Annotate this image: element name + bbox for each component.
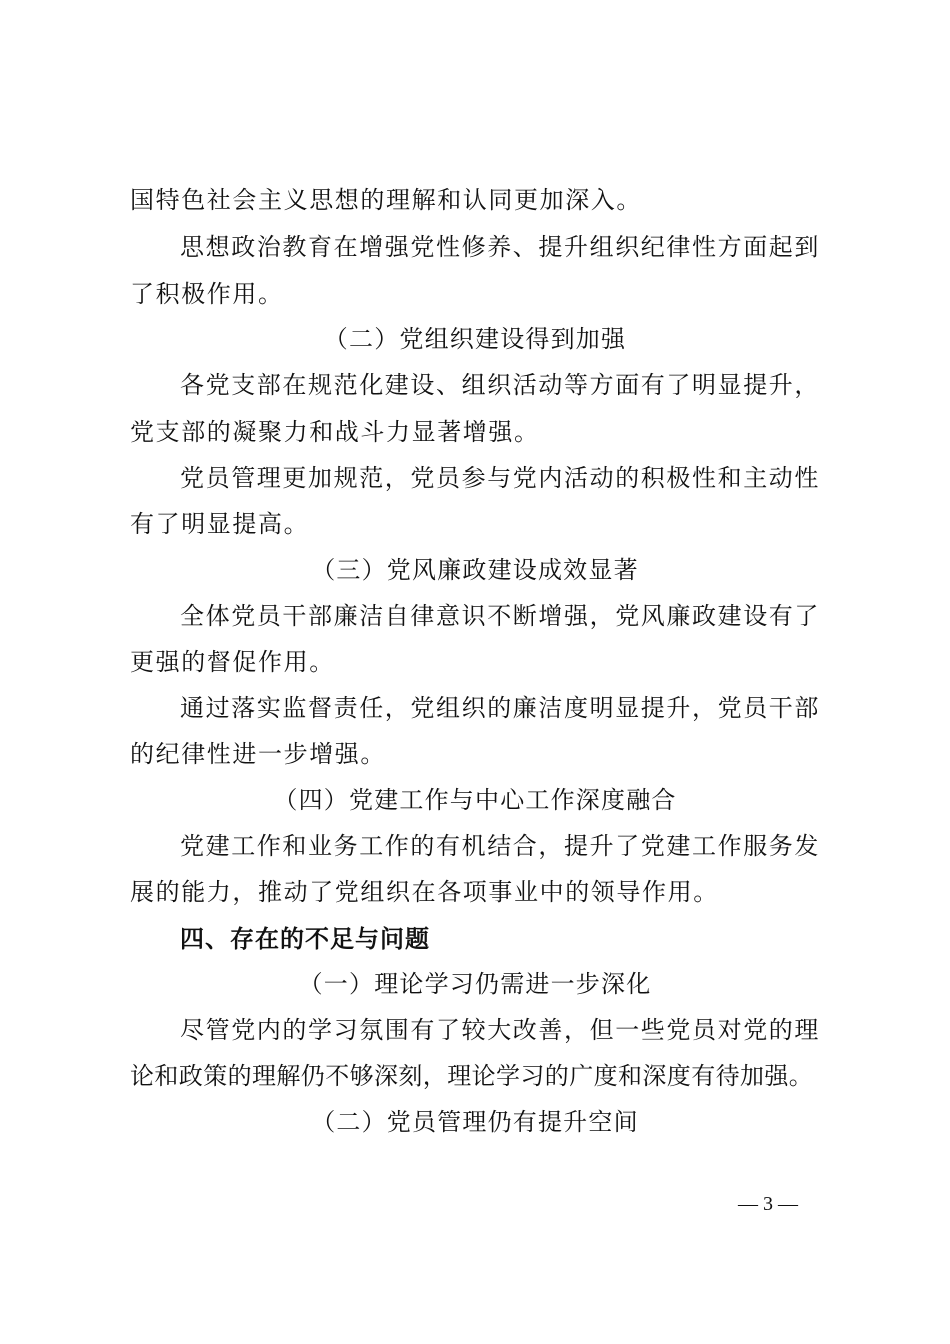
section-heading: （二）党组织建设得到加强 — [323, 325, 627, 353]
section-heading: （二）党员管理仍有提升空间 — [311, 1108, 639, 1136]
paragraph-line: 有了明显提高。 — [130, 510, 310, 538]
paragraph-line: 党支部的凝聚力和战斗力显著增强。 — [130, 418, 540, 446]
section-heading: （三）党风廉政建设成效显著 — [311, 556, 639, 584]
paragraph-line: 各党支部在规范化建设、组织活动等方面有了明显提升， — [180, 371, 820, 399]
paragraph-line: 的纪律性进一步增强。 — [130, 740, 386, 768]
paragraph-line: 了积极作用。 — [130, 280, 284, 308]
paragraph-line: 全体党员干部廉洁自律意识不断增强，党风廉政建设有了 — [180, 602, 820, 630]
paragraph-line: 思想政治教育在增强党性修养、提升组织纪律性方面起到 — [180, 233, 820, 261]
paragraph-line: 通过落实监督责任，党组织的廉洁度明显提升，党员干部 — [180, 694, 820, 722]
section-heading: （四）党建工作与中心工作深度融合 — [273, 786, 677, 814]
paragraph-line: 党员管理更加规范，党员参与党内活动的积极性和主动性 — [180, 464, 820, 492]
paragraph-line: 论和政策的理解仍不够深刻，理论学习的广度和深度有待加强。 — [130, 1062, 814, 1090]
paragraph-line: 更强的督促作用。 — [130, 648, 335, 676]
paragraph-line: 国特色社会主义思想的理解和认同更加深入。 — [130, 186, 642, 214]
page-number: — 3 — — [738, 1193, 798, 1215]
paragraph-line: 党建工作和业务工作的有机结合，提升了党建工作服务发 — [180, 832, 820, 860]
section-heading: （一）理论学习仍需进一步深化 — [298, 970, 652, 998]
paragraph-line: 展的能力，推动了党组织在各项事业中的领导作用。 — [130, 878, 719, 906]
chapter-heading: 四、存在的不足与问题 — [180, 925, 430, 953]
paragraph-line: 尽管党内的学习氛围有了较大改善，但一些党员对党的理 — [180, 1016, 820, 1044]
